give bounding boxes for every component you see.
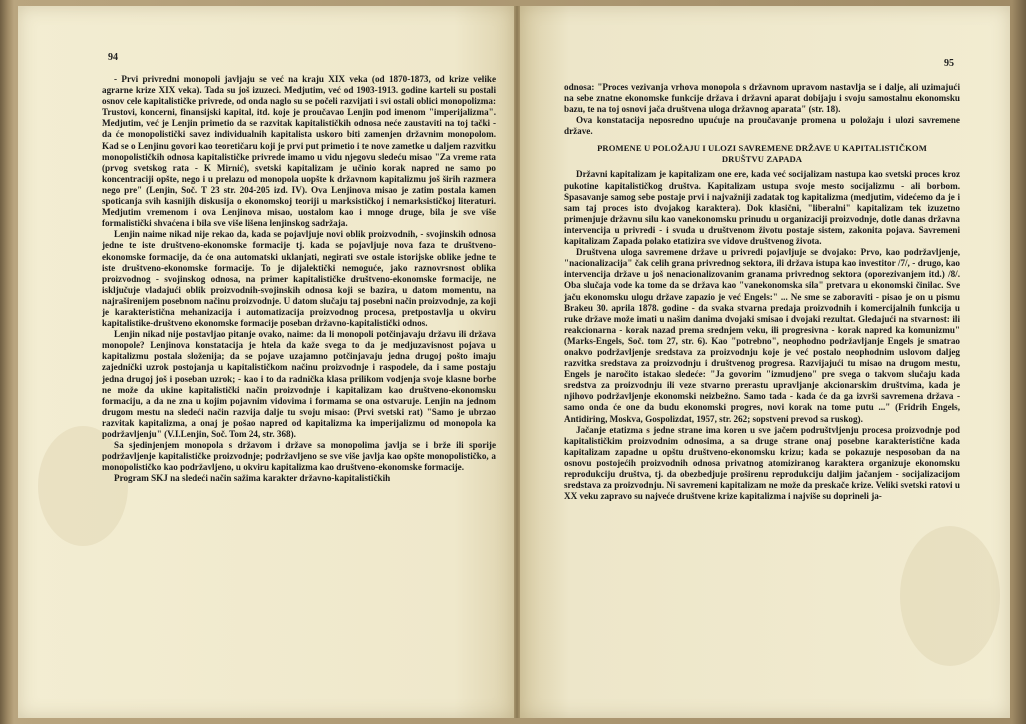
section-heading xyxy=(564,143,960,164)
right-paragraph-4: Društvena uloga savremene države u privredi pojavljuje se dvojako: Prvo, kao podržavljenje, "nacionalizacija" čak celih grana privrednog sektora, ili država istupa kao investitor /7/, - drugo, kao intervencija države u još nenacionalizovanim granama privrednog sektora (oporezivanjem itd.) /8/. Oba slučaja vode ka tome da se država kao "vanekonomska sila" pretvara u ekonomski činilac. Sve jaču ekonomsku ulogu države zapazio je već Engels:" ... Ne sme se zaboraviti - pisao je on u pismu Brakeu 30. aprila 1878. godine - da svaka stvarna predaja proizvodnih i komercijalnih funkcija u ruke države može imati u našim danima dvojaki smisao i dvojaki rezultat. Gledajući na stvarnost: ili reakcionarna - korak nazad prema srednjem veku, ili progresivna - korak napred ka komunizmu" (Marks-Engels, Soč. tom 27, str. 6). Kao "potrebno", neophodno podržavljanje Engels je smatrao onakvo podržavljenje sredstava za proizvodnju koje je već postalo neophodnim uslovom daljeg razvitka sredstava za proizvodnju i društvenog progresa. Razvijajući tu misao na drugom mestu, Engels je naročito istakao sledeće: "Ja govorim "izmudjeno" pre svega o takvom slučaju kada sredstva za proizvodnju ili veze stvarno prerastu upravljanje akcionarskim društvima, kada je njihovo podržavljenje ekonomski neizbežno. Samo tada - kada će da ga izvrši savremena država - samo onda će one da budu ekonomski progres, novi korak na tome putu ..." (Fridrih Engels, Antidiring, Moskva, Gospolizdat, 1957, str. 262; sopstveni prevod sa ruskog). xyxy=(564,247,960,424)
left-paragraph-2: Lenjin naime nikad nije rekao da, kada se pojavljuje novi oblik proizvodnih, - svojinskih odnosa jedne te iste društveno-ekonomske formacije tj. kada se pojavljuje nova faza te društveno-ekonomske formacije, da će ona automatski uklanjati, negirati sve ostale istorijske oblike jedne te iste društveno-ekonomske formacije. To je dijalektički nemoguće, jako raznovrsnost oblika proizvodnog - svojinskog odnosa, na primer kapitalističke društveno-ekonomske formacije, ne isključuje vladajući oblik proizvodnih-svojinskih odnosa koji se bazira, u datom momentu, na najraširenijem posebnom načinu proizvodnje. U datom slučaju taj posebni način proizvodnje, za koji je karakteristična mehanizacija i automatizacija proizvodnog procesa, pretpostavlja u okviru kapitalistike-društveno ekonomske formacije poseban državno-kapitalistički odnos. xyxy=(102,229,496,329)
paper-stain xyxy=(900,526,1000,666)
section-heading-line-1: PROMENE U POLOŽAJU I ULOZI SAVREMENE DRŽAVE U KAPITALISTIČKOM xyxy=(597,143,927,154)
right-page-body xyxy=(564,82,960,502)
page-number-right: 95 xyxy=(944,58,954,69)
section-heading-line-2: DRUŠTVU ZAPADA xyxy=(721,153,803,164)
left-paragraph-1: - Prvi privredni monopoli javljaju se već na kraju XIX veka (od 1870-1873, od krize velike agrarne krize XIX veka). Tada su još izuzeci. Medjutim, već od 1903-1913. godine karteli su postali osnov cele kapitalističke privrede, od onda naglo su se počeli razvijati i svi ostali oblici monopolizma: Trustovi, koncerni, finansijski kapital, itd. koje je proučavao Lenjin pod imenom "imperijalizma". Medjutim, već je Lenjin primetio da se razvitak kapitalističkih odnosa neće zaustaviti na toj tački - da će monopolistički savez individualnih kapitalista uskoro biti zamenjen državnim monopolom. Kad se o Lenjinu govori kao teoretičaru koji je prvi put primetio i te nove zametke u daljem razvitku monopolističkih odnosa kapitalističke privrede imamo u vidu njegovu sledeću misao "Za vreme rata (prvog svetskog rata - K Mirnić), svetski kapitalizam je učinio korak napred ne samo po koncentraciji opšte, nego i u prelazu od monopola uopšte k državnom kapitalizmu još širih razmera nego pre" (Lenjin, Soč. T 23 str. 204-205 izd. IV). Ova Lenjinova misao je zatim postala kamen spoticanja svih kasnijih diskusija o ekonomskoj teoriji u marksističkoj i nemarksističkoj literaturi. Medjutim vremenom i ova Lenjinova misao, uostalom kao i mnoge druge, bila je sve više formalistički shvaćena i bila sve više lišena lenjinskog sadržaja. xyxy=(102,74,496,229)
right-page xyxy=(520,6,1010,718)
right-paragraph-5: Jačanje etatizma s jedne strane ima koren u sve jačem podruštvljenju procesa proizvodnje pod kapitalističkim proizvodnim odnosima, a sa druge strane onaj posebne karakteristične kada kapitalizam zapadne u opštu društveno-ekonomsku krizu; kada se pokazuje nesposoban da na osnovu postojećih proizvodnih odnosa privatnog atomiziranog karaktera organizuje ekonomsku reprodukciju društva, tj. da obezbedjuje proširenu reprodukciju daljim jačanjem - socijalizacijom sredstava za proizvodnju. Ni savremeni kapitalizam ne može da preskače krize. Veliki svetski ratovi u XX veku zapravo su najveće društvene krize kapitalizma i najviše su doprineli ja- xyxy=(564,424,960,502)
left-paragraph-4: Sa sjedinjenjem monopola s državom i države sa monopolima javlja se i brže ili sporije podržavljenje kapitalističke proizvodnje; podržavljeno se sve više javlja kao opšte monopolističko, a monopolističko kao podržavljeno, u okviru kapitalizma kao društveno-ekonomske formacije. xyxy=(102,440,496,473)
left-paragraph-5: Program SKJ na sledeći način sažima karakter državno-kapitalističkih xyxy=(114,473,391,484)
left-page xyxy=(18,6,514,718)
right-paragraph-1: odnosa: "Proces vezivanja vrhova monopola s državnom upravom nastavlja se i dalje, ali uzimajući na sebe znatne ekonomske funkcije država i državni aparat dobijaju i svoju samostalnu ekonomsku bazu, te na toj osnovi jača društvena uloga državnog aparata" (str. 18). xyxy=(564,82,960,115)
left-paragraph-3: Lenjin nikad nije postavljao pitanje ovako, naime: da li monopoli potčinjavaju državu ili država monopole? Lenjinova konstatacija je htela da kaže svega to da je medjuzavisnost pojava u kapitalizmu postala složenija; da se pojave uzajamno potčinjavaju jedna drugoj pošto imaju zajednički uzrok postojanja u kapitalističkom načinu proizvodnje i raspodele, da i same postaju jedna drugoj još i poseban uzrok; - kao i to da radnička klasa prilikom vodjenja svoje klasne borbe ne može da ukine kapitalistički način proizvodnje i kapitalizam kao društveno-ekonomsku formaciju, a da ne zna u kojim pojavnim vidovima i formama se ona ostvaruje. Lenjin na jednom drugom mestu na sledeći način razvija dalje tu svoju misao: (Prvi svetski rat) "Samo je ubrzao razvitak kapitalizma, a onaj je pošao napred od kapitalizma ka imperijalizmu od monopola ka podržavljenju" (V.I.Lenjin, Soč. Tom 24, str. 368). xyxy=(102,329,496,439)
left-page-body xyxy=(102,74,496,484)
page-number-left: 94 xyxy=(108,52,118,63)
right-paragraph-3: Državni kapitalizam je kapitalizam one ere, kada već socijalizam nastupa kao svetski proces kroz pukotine kapitalističkog društva. Kapitalizam ustupa svoje mesto socijalizmu - ali borbom. Spasavanje samog sebe postaje prvi i najvažniji zadatak tog kapitalizma (medjutim, videćemo da je i sam taj proces isto dvojakog karaktera). Dok klasični, "liberalni" kapitalizam tek izuzetno primenjuje državnu silu kao vanekonomsku prinudu u organizaciji proizvodnje, dotle danas državna intervencija u privredi - i svuda u društvenom životu postaje sistem, zakonita pojava. Savremeni kapitalizam Zapada polako etatizira sve vidove društvenog života. xyxy=(564,169,960,247)
right-paragraph-2: Ova konstatacija neposredno upućuje na proučavanje promena u položaju i ulozi savremene države. xyxy=(564,115,960,137)
